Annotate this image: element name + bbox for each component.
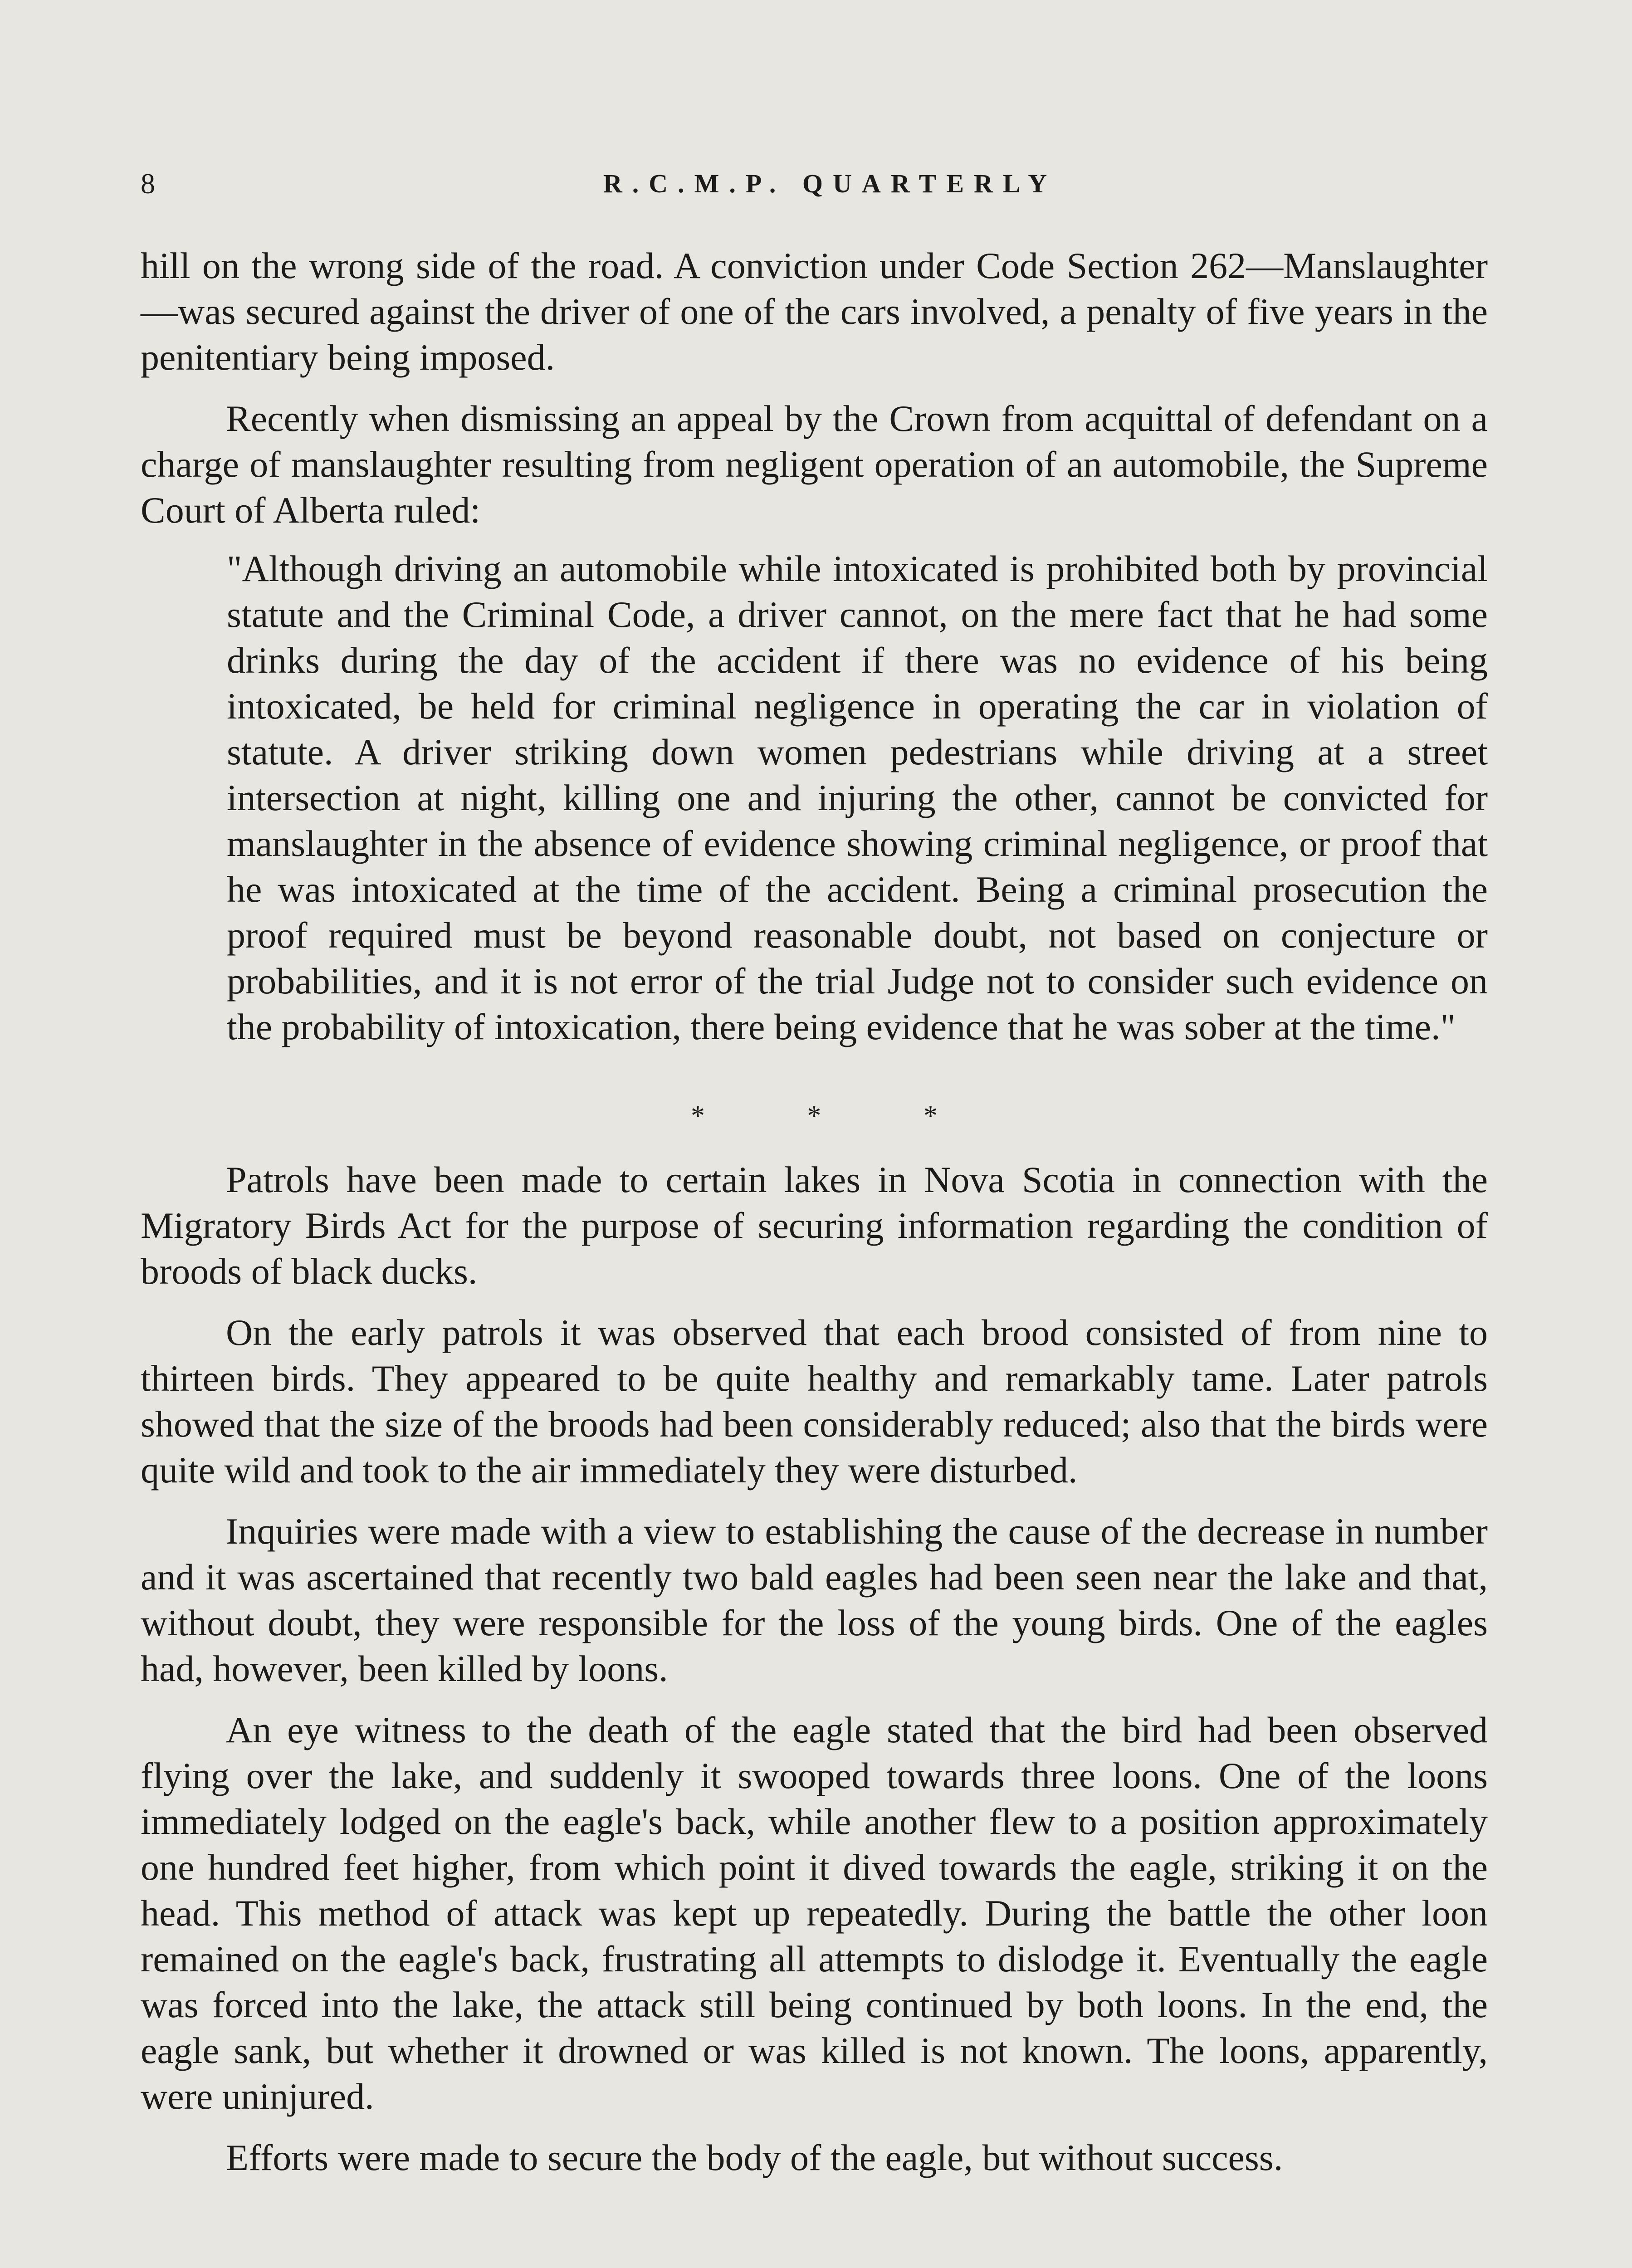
- block-quote-ruling: "Although driving an automobile while intoxicated is prohibited both by provincial statute and the Criminal Code, a driver cannot, on the mere fact that he had some drinks during the day of the accident if there was no evidence of his being intoxicated, be held for criminal negligence in operating the car in violation of statute. A driver striking down women pedestrians while driving at a street intersection at night, killing one and injuring the other, cannot be convicted for manslaughter in the absence of evidence showing criminal negligence, or proof that he was intoxicated at the time of the accident. Being a criminal prosecution the proof required must be beyond reasonable doubt, not based on conjecture or probabilities, and it is not error of the trial Judge not to consider such evidence on the probability of intoxication, there being evidence that he was sober at the time.": [227, 548, 1488, 1047]
- paragraph-continuation: hill on the wrong side of the road. A conviction under Code Section 262—Manslaughter—was secured against the driver of one of the cars involved, a penalty of five years in the penitentiary being imposed.: [141, 245, 1488, 378]
- running-title: R.C.M.P. QUARTERLY: [603, 169, 1057, 198]
- paragraph-eye-witness: An eye witness to the death of the eagle stated that the bird had been observed flying over the lake, and suddenly it swooped towards three loons. One of the loons immediately lodged on the eagle's back, while another flew to a position approximately one hundred feet higher, from which point it dived towards the eagle, striking it on the head. This method of attack was kept up repeatedly. During the battle the other loon remained on the eagle's back, frustrating all attempts to dislodge it. Eventually the eagle was forced into the lake, the attack still being continued by both loons. In the end, the eagle sank, but whether it drowned or was killed is not known. The loons, apparently, were uninjured.: [141, 1709, 1488, 2117]
- separator-asterisk: *: [807, 1100, 821, 1131]
- paragraph-patrols: Patrols have been made to certain lakes in Nova Scotia in connection with the Migratory Birds Act for the purpose of securing information regarding the condition of broods of black ducks.: [141, 1159, 1488, 1292]
- paragraph-supreme-court: Recently when dismissing an appeal by the Crown from acquittal of defendant on a charge of manslaughter resulting from negligent operation of an automobile, the Supreme Court of Alberta ruled:: [141, 398, 1488, 531]
- article-body: [141, 243, 1488, 2180]
- section-separator: [141, 1093, 1488, 1139]
- page-number: 8: [141, 167, 155, 200]
- separator-asterisk: *: [691, 1100, 705, 1131]
- paragraph-inquiries: Inquiries were made with a view to establishing the cause of the decrease in number and it was ascertained that recently two bald eagles had been seen near the lake and that, without doubt, they were responsible for the loss of the young birds. One of the eagles had, however, been killed by loons.: [141, 1510, 1488, 1689]
- separator-asterisk: *: [923, 1100, 938, 1131]
- paragraph-early-patrols: On the early patrols it was observed that each brood consisted of from nine to thirteen birds. They appeared to be quite healthy and remarkably tame. Later patrols showed that the size of the broods had been considerably reduced; also that the birds were quite wild and took to the air immediately they were disturbed.: [141, 1312, 1488, 1491]
- page-header: [141, 161, 1492, 206]
- paragraph-efforts: Efforts were made to secure the body of the eagle, but without success.: [226, 2137, 1283, 2178]
